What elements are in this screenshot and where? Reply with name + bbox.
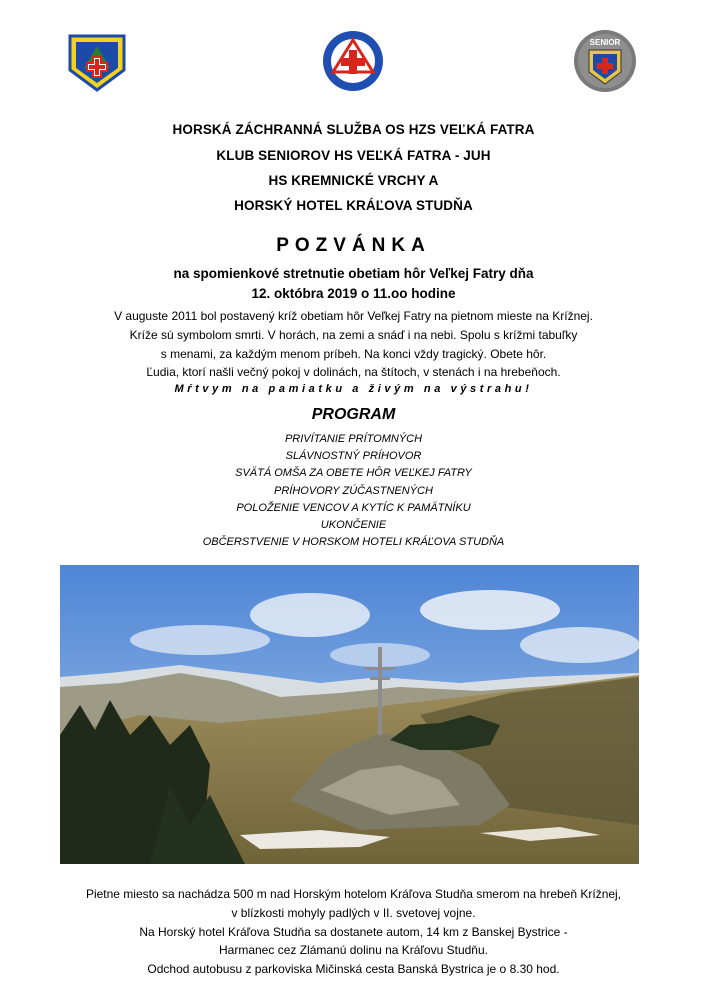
senior-club-logo [572,28,638,94]
intro-line: Kríže sú symbolom smrti. V horách, na zemi a snáď i na nebi. Spolu s krížmi tabuľky [129,328,578,342]
senior-emblem-label: SENIOR [589,38,621,47]
memorial-cross-photo [60,565,639,864]
program-item: PRÍHOVORY ZÚČASTNENÝCH [274,485,433,497]
hzs-emblem-icon [64,28,130,94]
senior-emblem-icon [572,28,638,94]
motto: Mŕtvym na pamiatku a živým na výstrahu! [174,383,533,395]
footer-line: Pietne miesto sa nachádza 500 m nad Horským hotelom Kráľova Studňa smerom na hrebeň Krížnej, [85,887,622,901]
invitation-subtitle: na spomienkové stretnutie obetiam hôr Veľkej Fatry dňa [173,266,534,281]
program-item: OBČERSTVENIE V HORSKOM HOTELI KRÁĽOVA STUDŇA [202,536,505,548]
intro-line: V auguste 2011 bol postavený kríž obetiam hôr Veľkej Fatry na pietnom mieste na Krížnej. [114,309,593,323]
organizer-line: HORSKÁ ZÁCHRANNÁ SLUŽBA OS HZS VEĽKÁ FATRA [172,122,535,137]
program-item: POLOŽENIE VENCOV A KYTÍC K PAMÄTNÍKU [236,502,471,514]
intro-line: s menami, za každým menom príbeh. Na konci vždy tragický. Obete hôr. [160,347,547,361]
hzs-velka-fatra-logo [64,28,130,94]
intro-line: Ľudia, ktorí našli večný pokoj v dolinách, na štítoch, v stenách i na hrebeňoch. [146,365,561,379]
event-date: 12. októbra 2019 o 11.oo hodine [251,286,456,301]
organizer-line: KLUB SENIOROV HS VEĽKÁ FATRA - JUH [216,148,491,163]
program-item: PRIVÍTANIE PRÍTOMNÝCH [284,433,423,445]
footer-line: Na Horský hotel Kráľova Studňa sa dostanete autom, 14 km z Banskej Bystrice - [139,925,568,939]
program-item: UKONČENIE [320,519,387,531]
footer-line: v blízkosti mohyly padlých v II. svetovej vojne. [231,906,476,920]
program-item: SVÄTÁ OMŠA ZA OBETE HÔR VEĽKEJ FATRY [235,467,472,479]
organizer-line: HORSKÝ HOTEL KRÁĽOVA STUDŇA [234,198,473,213]
hzs-red-cross-emblem-icon [320,28,386,94]
mountain-landscape-image [60,565,639,864]
organizer-line: HS KREMNICKÉ VRCHY A [268,173,439,188]
page-title: POZVÁNKA [276,235,431,256]
program-title: PROGRAM [311,406,396,423]
footer-line: Harmanec cez Zlámanú dolinu na Kráľovu Studňu. [219,943,488,957]
horska-zachranna-sluzba-logo [320,28,386,94]
footer-line: Odchod autobusu z parkoviska Mičinská cesta Banská Bystrica je o 8.30 hod. [147,962,560,976]
program-item: SLÁVNOSTNÝ PRÍHOVOR [285,450,422,462]
